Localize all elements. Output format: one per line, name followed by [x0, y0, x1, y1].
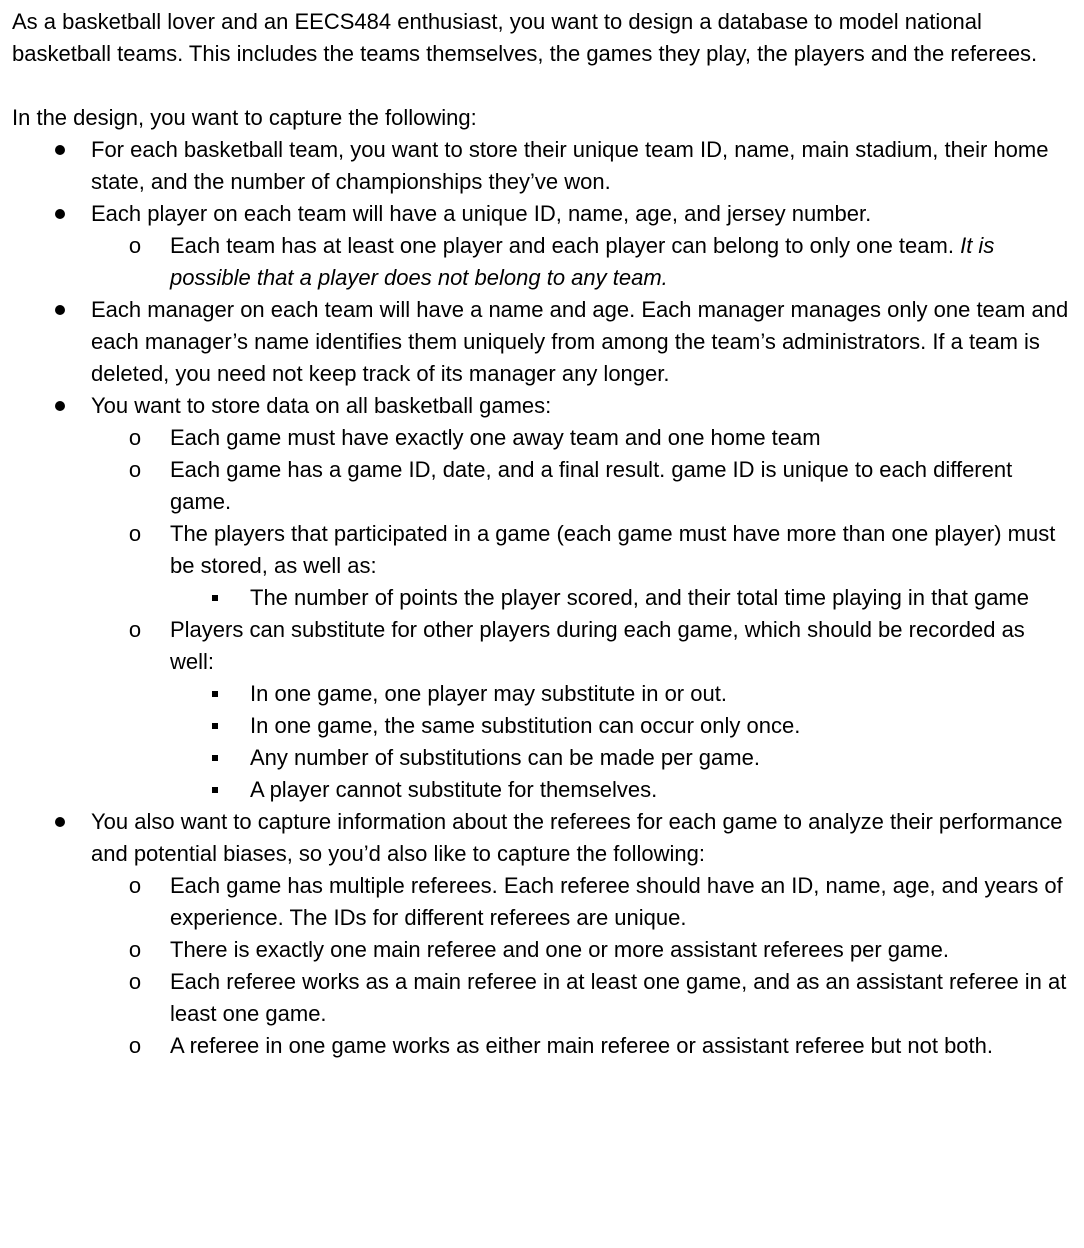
sublist-item-game-attributes — [12, 454, 1072, 518]
circle-bullet-icon: o — [128, 969, 142, 994]
subsublist-item-substitution-rule — [12, 774, 1072, 806]
sublist-item-player-membership — [12, 230, 1072, 294]
sublist-item-game-teams — [12, 422, 1072, 454]
sublist-item-referee-rule — [12, 966, 1072, 1030]
square-bullet-icon — [205, 742, 225, 774]
list-item-text: You also want to capture information about the referees for each game to analyze their performance and potential biases, so you’d also like to capture the following: — [91, 809, 1063, 866]
lead-paragraph: In the design, you want to capture the following: — [12, 105, 477, 130]
square-bullet-icon — [205, 582, 225, 614]
bullet-dot-icon — [50, 806, 70, 838]
list-item-text: Each team has at least one player and each player can belong to only one team. — [170, 233, 954, 258]
bullet-dot-icon — [50, 294, 70, 326]
list-item-referees — [12, 806, 1072, 870]
paragraph-spacer — [12, 70, 1072, 102]
list-item-text: A player cannot substitute for themselves. — [250, 777, 658, 802]
square-bullet-icon — [205, 710, 225, 742]
list-item-text: There is exactly one main referee and one or more assistant referees per game. — [170, 937, 949, 962]
list-item-manager — [12, 294, 1072, 390]
circle-bullet-icon: o — [128, 1033, 142, 1058]
list-item-text: Players can substitute for other players during each game, which should be recorded as well: — [170, 617, 1025, 674]
circle-bullet-icon: o — [128, 873, 142, 898]
subsublist-item-points-time — [12, 582, 1072, 614]
list-item-text: The players that participated in a game (each game must have more than one player) must be stored, as well as: — [170, 521, 1056, 578]
circle-bullet-icon: o — [128, 617, 142, 642]
subsublist-item-substitution-rule — [12, 710, 1072, 742]
circle-bullet-icon: o — [128, 425, 142, 450]
square-bullet-icon — [205, 678, 225, 710]
list-item-text: In one game, one player may substitute in or out. — [250, 681, 727, 706]
subsublist-item-substitution-rule — [12, 742, 1072, 774]
list-item-text: Each game has multiple referees. Each referee should have an ID, name, age, and years of experience. The IDs for different referees are unique. — [170, 873, 1063, 930]
list-item-player — [12, 198, 1072, 230]
circle-bullet-icon: o — [128, 457, 142, 482]
sublist-item-game-substitution — [12, 614, 1072, 678]
sublist-item-game-participation — [12, 518, 1072, 582]
sublist-item-referee-rule — [12, 1030, 1072, 1062]
list-item-text: Each game must have exactly one away team and one home team — [170, 425, 821, 450]
bullet-dot-icon — [50, 390, 70, 422]
sublist-item-referee-rule — [12, 934, 1072, 966]
list-item-text: The number of points the player scored, and their total time playing in that game — [250, 585, 1029, 610]
list-item-games — [12, 390, 1072, 422]
subsublist-item-substitution-rule — [12, 678, 1072, 710]
list-item-text: You want to store data on all basketball games: — [91, 393, 552, 418]
list-item-text: Each player on each team will have a unique ID, name, age, and jersey number. — [91, 201, 872, 226]
list-item-text: Each manager on each team will have a name and age. Each manager manages only one team and each manager’s name identifies them uniquely from among the team’s administrators. If a team is deleted, you need not keep track of its manager any longer. — [91, 297, 1069, 386]
circle-bullet-icon: o — [128, 521, 142, 546]
bullet-dot-icon — [50, 198, 70, 230]
square-bullet-icon — [205, 774, 225, 806]
list-item-text: A referee in one game works as either main referee or assistant referee but not both. — [170, 1033, 994, 1058]
intro-paragraph: As a basketball lover and an EECS484 enthusiast, you want to design a database to model national basketball teams. This includes the teams themselves, the games they play, the players and the referees. — [12, 9, 1038, 66]
list-item-team — [12, 134, 1072, 198]
bullet-dot-icon — [50, 134, 70, 166]
list-item-text: For each basketball team, you want to store their unique team ID, name, main stadium, their home state, and the number of championships they’ve won. — [91, 137, 1049, 194]
sublist-item-referee-rule — [12, 870, 1072, 934]
list-item-text: Each referee works as a main referee in at least one game, and as an assistant referee in at least one game. — [170, 969, 1067, 1026]
list-item-text: In one game, the same substitution can occur only once. — [250, 713, 801, 738]
italic-note: It is possible that a player does not belong to any team. — [170, 233, 995, 290]
list-item-text: Each game has a game ID, date, and a final result. game ID is unique to each different game. — [170, 457, 1013, 514]
circle-bullet-icon: o — [128, 233, 142, 258]
list-item-text: Any number of substitutions can be made per game. — [250, 745, 760, 770]
circle-bullet-icon: o — [128, 937, 142, 962]
